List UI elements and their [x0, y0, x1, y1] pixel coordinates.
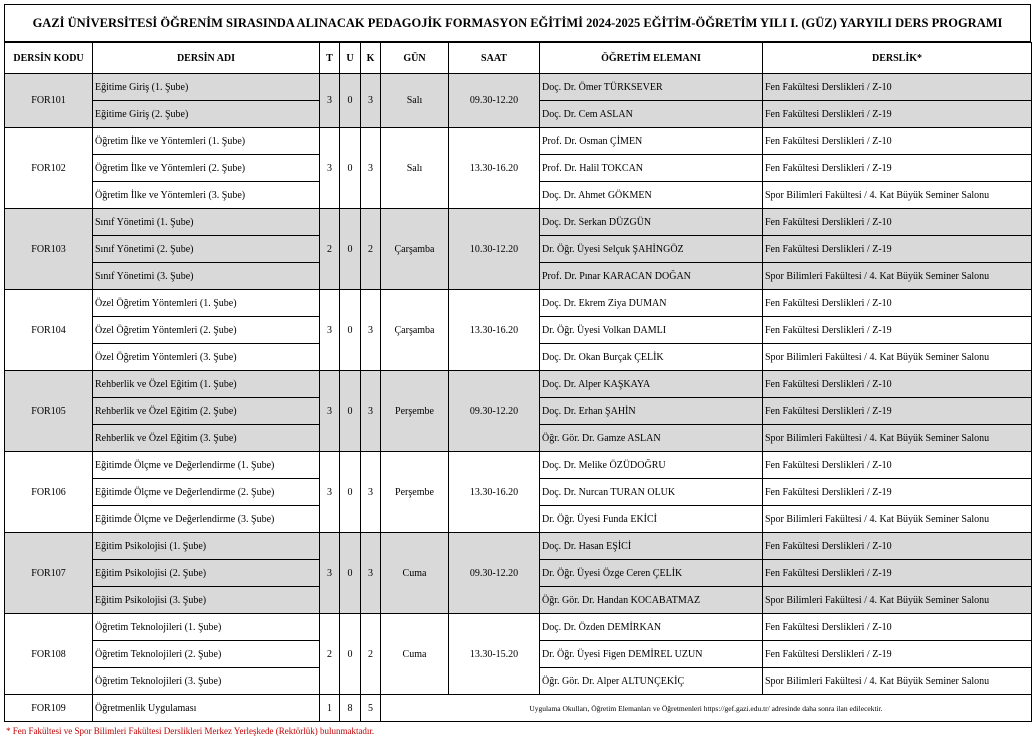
course-room: Spor Bilimleri Fakültesi / 4. Kat Büyük Seminer Salonu [763, 506, 1032, 533]
course-staff: Öğr. Gör. Dr. Handan KOCABATMAZ [540, 587, 763, 614]
course-name: Özel Öğretim Yöntemleri (1. Şube) [93, 290, 320, 317]
course-room: Fen Fakültesi Derslikleri / Z-10 [763, 290, 1032, 317]
course-staff: Doç. Dr. Serkan DÜZGÜN [540, 209, 763, 236]
course-u: 0 [340, 128, 361, 209]
course-name: Rehberlik ve Özel Eğitim (3. Şube) [93, 425, 320, 452]
course-staff: Doç. Dr. Ahmet GÖKMEN [540, 182, 763, 209]
course-day: Cuma [381, 533, 449, 614]
table-row [5, 209, 1032, 236]
course-name: Rehberlik ve Özel Eğitim (2. Şube) [93, 398, 320, 425]
course-time: 09.30-12.20 [449, 74, 540, 128]
course-time: 09.30-12.20 [449, 371, 540, 452]
header-k: K [361, 43, 381, 74]
course-code: FOR108 [5, 614, 93, 695]
course-t: 2 [320, 209, 340, 290]
course-k: 3 [361, 371, 381, 452]
course-t: 3 [320, 371, 340, 452]
course-time: 13.30-16.20 [449, 128, 540, 209]
course-time: 13.30-16.20 [449, 452, 540, 533]
course-room: Spor Bilimleri Fakültesi / 4. Kat Büyük Seminer Salonu [763, 182, 1032, 209]
course-k: 2 [361, 209, 381, 290]
course-name: Eğitime Giriş (2. Şube) [93, 101, 320, 128]
course-name: Eğitimde Ölçme ve Değerlendirme (2. Şube) [93, 479, 320, 506]
course-t: 3 [320, 290, 340, 371]
course-room: Fen Fakültesi Derslikleri / Z-10 [763, 74, 1032, 101]
course-room: Spor Bilimleri Fakültesi / 4. Kat Büyük Seminer Salonu [763, 425, 1032, 452]
table-row [5, 533, 1032, 560]
course-code: FOR104 [5, 290, 93, 371]
course-name: Eğitimde Ölçme ve Değerlendirme (3. Şube) [93, 506, 320, 533]
course-name: Eğitim Psikolojisi (3. Şube) [93, 587, 320, 614]
course-staff: Doç. Dr. Okan Burçak ÇELİK [540, 344, 763, 371]
header-day: GÜN [381, 43, 449, 74]
course-room: Fen Fakültesi Derslikleri / Z-10 [763, 128, 1032, 155]
course-u: 0 [340, 614, 361, 695]
course-staff: Dr. Öğr. Üyesi Figen DEMİREL UZUN [540, 641, 763, 668]
course-u: 0 [340, 74, 361, 128]
course-u: 0 [340, 290, 361, 371]
course-u: 0 [340, 209, 361, 290]
course-code: FOR103 [5, 209, 93, 290]
course-room: Spor Bilimleri Fakültesi / 4. Kat Büyük Seminer Salonu [763, 344, 1032, 371]
course-u: 8 [340, 695, 361, 722]
course-staff: Doç. Dr. Erhan ŞAHİN [540, 398, 763, 425]
course-day: Perşembe [381, 371, 449, 452]
course-staff: Dr. Öğr. Üyesi Volkan DAMLI [540, 317, 763, 344]
course-day: Çarşamba [381, 209, 449, 290]
course-code: FOR106 [5, 452, 93, 533]
header-time: SAAT [449, 43, 540, 74]
course-staff: Doç. Dr. Nurcan TURAN OLUK [540, 479, 763, 506]
course-day: Salı [381, 128, 449, 209]
schedule-table [4, 42, 1032, 722]
course-room: Fen Fakültesi Derslikleri / Z-19 [763, 236, 1032, 263]
table-row [5, 74, 1032, 101]
header-code: DERSİN KODU [5, 43, 93, 74]
course-room: Fen Fakültesi Derslikleri / Z-19 [763, 560, 1032, 587]
course-staff: Prof. Dr. Pınar KARACAN DOĞAN [540, 263, 763, 290]
table-row [5, 128, 1032, 155]
table-row [5, 371, 1032, 398]
course-time: 13.30-16.20 [449, 290, 540, 371]
course-name: Öğretim İlke ve Yöntemleri (3. Şube) [93, 182, 320, 209]
course-t: 3 [320, 128, 340, 209]
table-row [5, 614, 1032, 641]
course-name: Eğitim Psikolojisi (1. Şube) [93, 533, 320, 560]
table-row-last [5, 695, 1032, 722]
course-staff: Doç. Dr. Ekrem Ziya DUMAN [540, 290, 763, 317]
course-staff: Dr. Öğr. Üyesi Selçuk ŞAHİNGÖZ [540, 236, 763, 263]
course-staff: Prof. Dr. Osman ÇİMEN [540, 128, 763, 155]
course-name: Öğretmenlik Uygulaması [93, 695, 320, 722]
course-name: Öğretim İlke ve Yöntemleri (2. Şube) [93, 155, 320, 182]
course-name: Öğretim Teknolojileri (1. Şube) [93, 614, 320, 641]
course-t: 3 [320, 533, 340, 614]
course-name: Sınıf Yönetimi (1. Şube) [93, 209, 320, 236]
course-name: Sınıf Yönetimi (3. Şube) [93, 263, 320, 290]
course-staff: Doç. Dr. Ömer TÜRKSEVER [540, 74, 763, 101]
course-time: 13.30-15.20 [449, 614, 540, 695]
course-name: Sınıf Yönetimi (2. Şube) [93, 236, 320, 263]
course-room: Fen Fakültesi Derslikleri / Z-19 [763, 398, 1032, 425]
course-name: Özel Öğretim Yöntemleri (3. Şube) [93, 344, 320, 371]
course-staff: Doç. Dr. Melike ÖZÜDOĞRU [540, 452, 763, 479]
header-row [5, 43, 1032, 74]
course-code: FOR105 [5, 371, 93, 452]
footnote: * Fen Fakültesi ve Spor Bilimleri Fakültesi Derslikleri Merkez Yerleşkede (Rektörlük) bulunmaktadır. [6, 726, 375, 736]
course-code: FOR102 [5, 128, 93, 209]
course-room: Fen Fakültesi Derslikleri / Z-19 [763, 641, 1032, 668]
course-code: FOR107 [5, 533, 93, 614]
course-staff: Öğr. Gör. Dr. Alper ALTUNÇEKİÇ [540, 668, 763, 695]
header-t: T [320, 43, 340, 74]
course-room: Fen Fakültesi Derslikleri / Z-10 [763, 209, 1032, 236]
course-staff: Doç. Dr. Hasan EŞİCİ [540, 533, 763, 560]
course-time: 10.30-12.20 [449, 209, 540, 290]
course-name: Özel Öğretim Yöntemleri (2. Şube) [93, 317, 320, 344]
page-title: GAZİ ÜNİVERSİTESİ ÖĞRENİM SIRASINDA ALINACAK PEDAGOJİK FORMASYON EĞİTİMİ 2024-2025 EĞİTİM-ÖĞRETİM YILI I. (GÜZ) YARYILI DERS PROGRAMI [4, 4, 1031, 42]
course-t: 3 [320, 452, 340, 533]
course-staff: Öğr. Gör. Dr. Gamze ASLAN [540, 425, 763, 452]
header-u: U [340, 43, 361, 74]
course-room: Fen Fakültesi Derslikleri / Z-10 [763, 452, 1032, 479]
course-t: 3 [320, 74, 340, 128]
course-t: 1 [320, 695, 340, 722]
header-staff: ÖĞRETİM ELEMANI [540, 43, 763, 74]
course-name: Öğretim Teknolojileri (3. Şube) [93, 668, 320, 695]
table-row [5, 452, 1032, 479]
course-room: Fen Fakültesi Derslikleri / Z-10 [763, 614, 1032, 641]
course-staff: Prof. Dr. Halil TOKCAN [540, 155, 763, 182]
course-u: 0 [340, 452, 361, 533]
course-k: 3 [361, 452, 381, 533]
course-k: 3 [361, 290, 381, 371]
course-time: 09.30-12.20 [449, 533, 540, 614]
course-day: Cuma [381, 614, 449, 695]
course-name: Eğitime Giriş (1. Şube) [93, 74, 320, 101]
course-room: Fen Fakültesi Derslikleri / Z-19 [763, 317, 1032, 344]
course-room: Fen Fakültesi Derslikleri / Z-19 [763, 155, 1032, 182]
course-name: Öğretim Teknolojileri (2. Şube) [93, 641, 320, 668]
course-room: Spor Bilimleri Fakültesi / 4. Kat Büyük Seminer Salonu [763, 263, 1032, 290]
course-k: 2 [361, 614, 381, 695]
header-room: DERSLİK* [763, 43, 1032, 74]
course-room: Fen Fakültesi Derslikleri / Z-10 [763, 533, 1032, 560]
course-k: 5 [361, 695, 381, 722]
course-staff: Dr. Öğr. Üyesi Funda EKİCİ [540, 506, 763, 533]
course-room: Spor Bilimleri Fakültesi / 4. Kat Büyük Seminer Salonu [763, 668, 1032, 695]
course-k: 3 [361, 128, 381, 209]
header-name: DERSİN ADI [93, 43, 320, 74]
course-name: Öğretim İlke ve Yöntemleri (1. Şube) [93, 128, 320, 155]
course-room: Fen Fakültesi Derslikleri / Z-10 [763, 371, 1032, 398]
course-day: Çarşamba [381, 290, 449, 371]
course-u: 0 [340, 533, 361, 614]
course-staff: Doç. Dr. Cem ASLAN [540, 101, 763, 128]
course-name: Rehberlik ve Özel Eğitim (1. Şube) [93, 371, 320, 398]
course-k: 3 [361, 74, 381, 128]
course-room: Fen Fakültesi Derslikleri / Z-19 [763, 101, 1032, 128]
course-name: Eğitim Psikolojisi (2. Şube) [93, 560, 320, 587]
course-staff: Doç. Dr. Özden DEMİRKAN [540, 614, 763, 641]
course-staff: Doç. Dr. Alper KAŞKAYA [540, 371, 763, 398]
course-code: FOR101 [5, 74, 93, 128]
course-staff: Dr. Öğr. Üyesi Özge Ceren ÇELİK [540, 560, 763, 587]
course-k: 3 [361, 533, 381, 614]
course-day: Perşembe [381, 452, 449, 533]
course-room: Spor Bilimleri Fakültesi / 4. Kat Büyük Seminer Salonu [763, 587, 1032, 614]
course-code: FOR109 [5, 695, 93, 722]
course-room: Fen Fakültesi Derslikleri / Z-19 [763, 479, 1032, 506]
course-day: Salı [381, 74, 449, 128]
course-t: 2 [320, 614, 340, 695]
table-row [5, 290, 1032, 317]
course-u: 0 [340, 371, 361, 452]
course-name: Eğitimde Ölçme ve Değerlendirme (1. Şube) [93, 452, 320, 479]
course-note: Uygulama Okulları, Öğretim Elemanları ve Öğretmenleri https://gef.gazi.edu.tr/ adresinde daha sonra ilan edilecektir. [381, 695, 1032, 722]
